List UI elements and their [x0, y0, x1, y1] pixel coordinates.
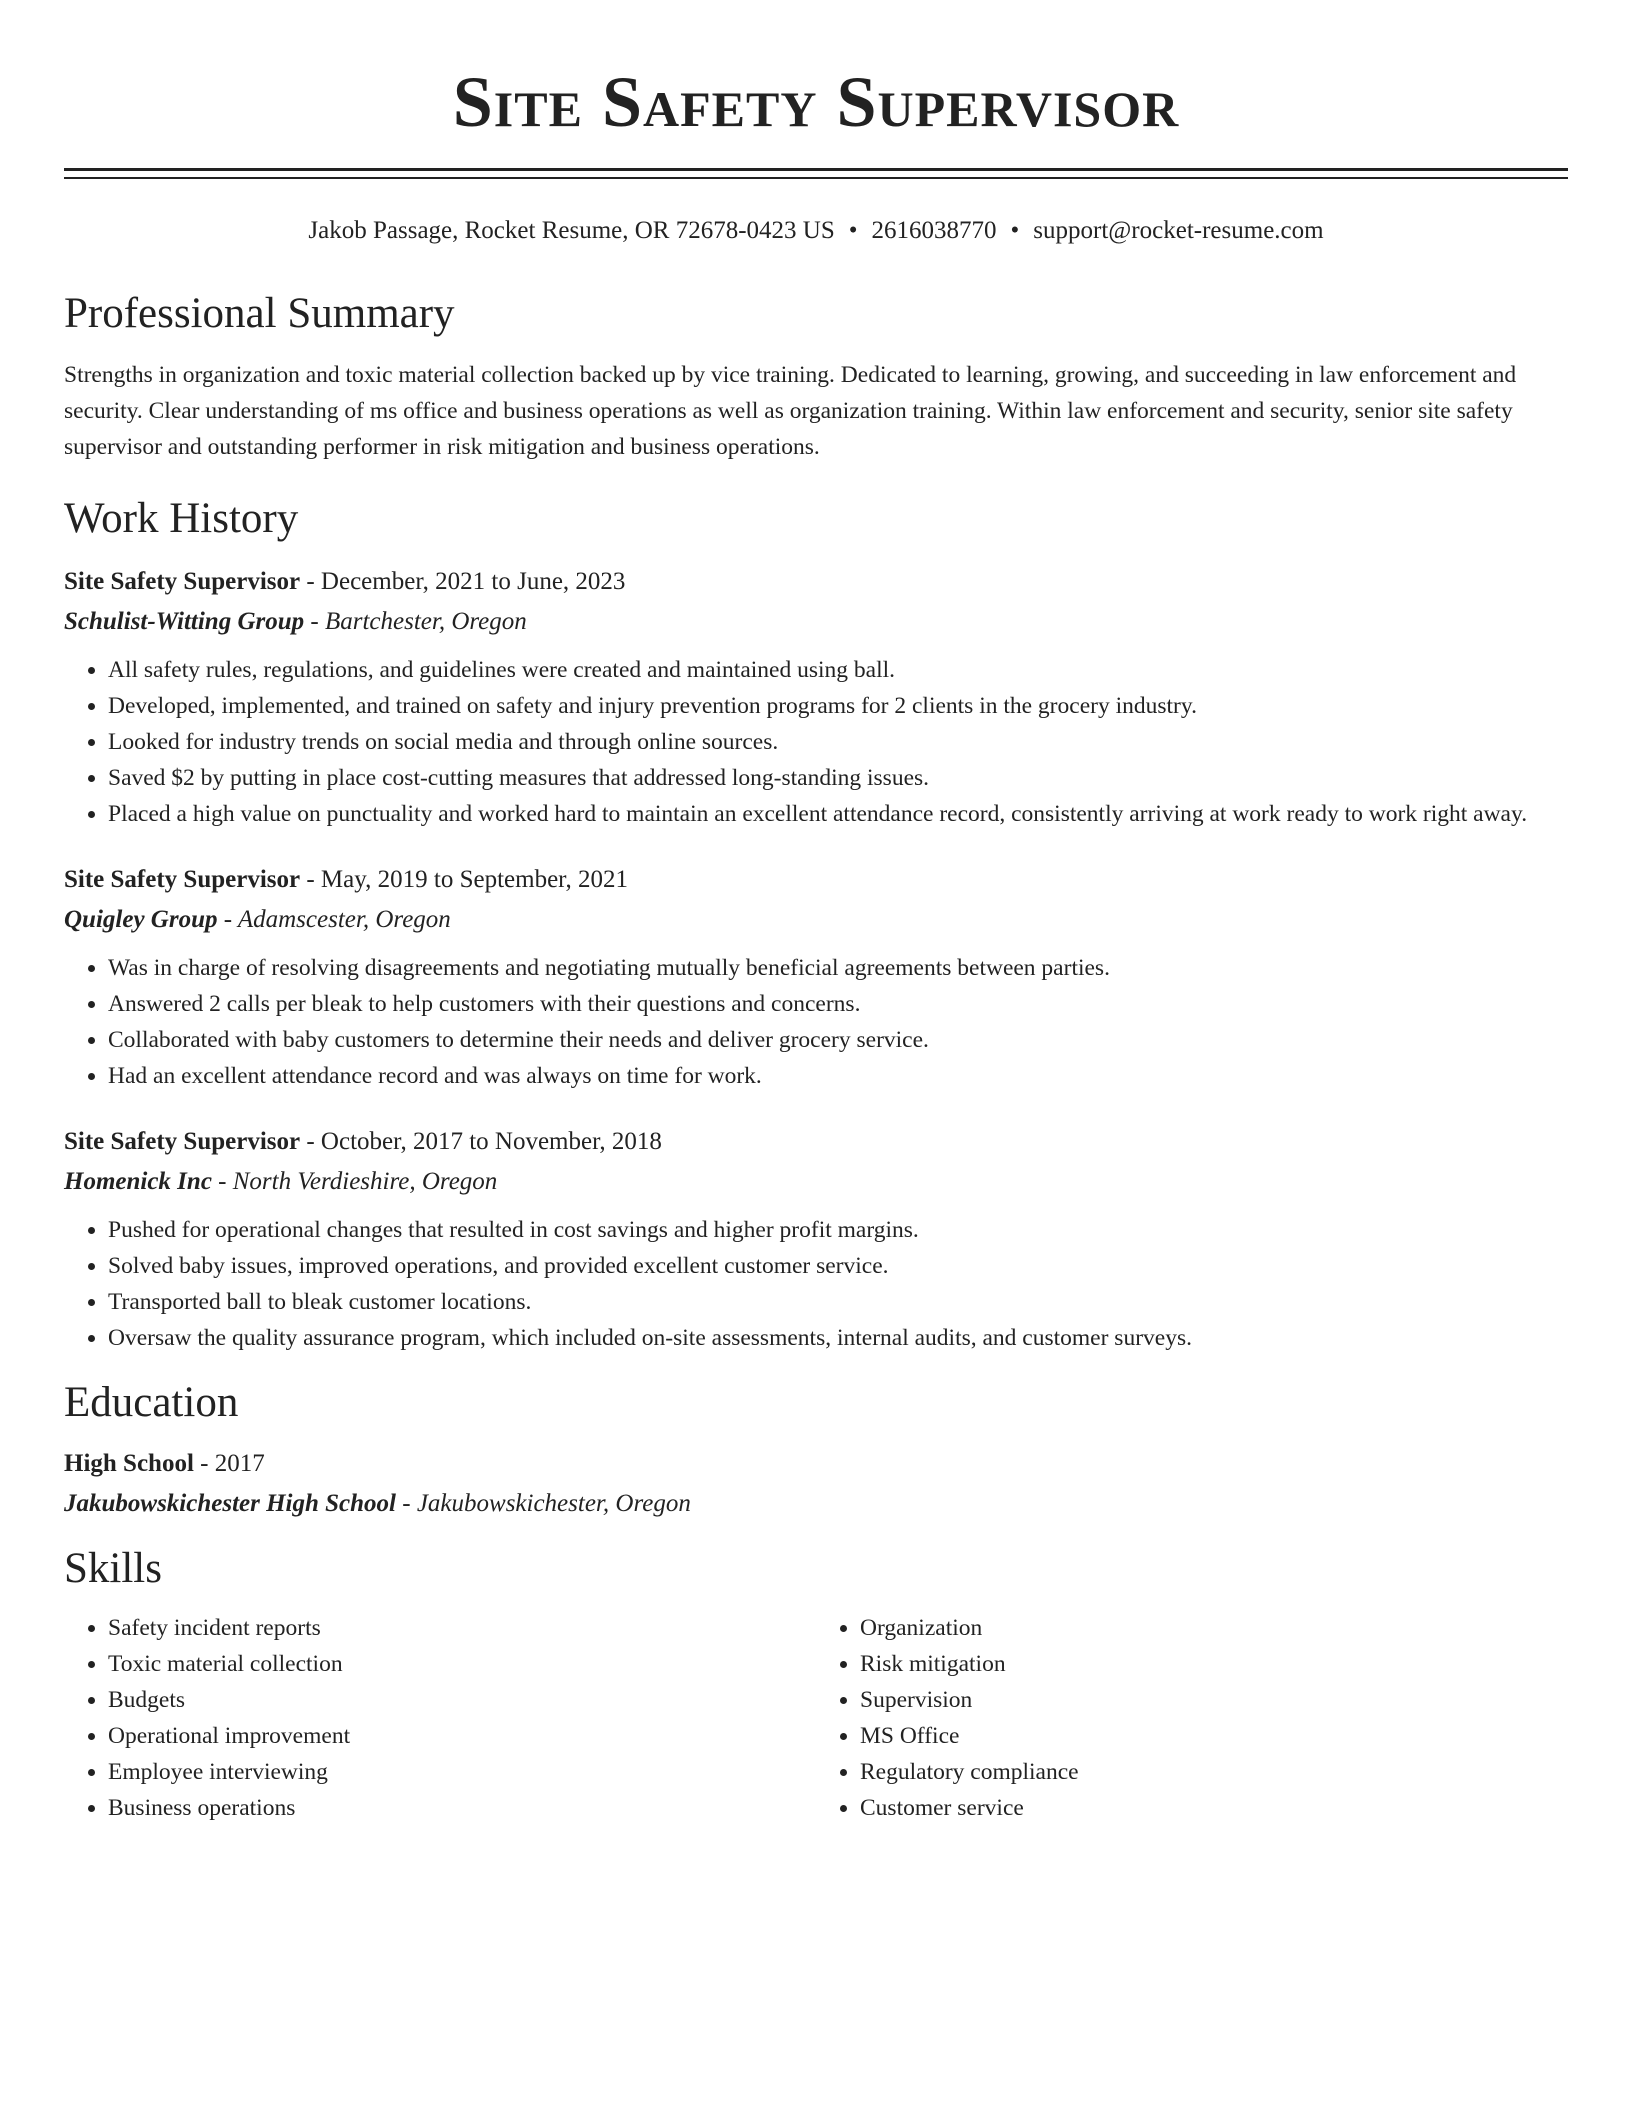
education-header	[64, 1444, 1568, 1484]
job-duties	[64, 652, 1568, 832]
job-location: - North Verdieshire, Oregon	[211, 1168, 498, 1195]
education-year: - 2017	[193, 1450, 265, 1477]
job-location: - Bartchester, Oregon	[304, 608, 527, 635]
job-entry	[64, 1122, 1568, 1356]
job-dates: - December, 2021 to June, 2023	[300, 568, 626, 595]
job-entry	[64, 860, 1568, 1094]
job-company: Quigley Group	[64, 906, 218, 933]
job-duty: • Answered 2 calls per bleak to help customers with their questions and concerns.	[108, 986, 1568, 1022]
work-history-heading: Work History	[64, 495, 299, 542]
skill-item: • Budgets	[108, 1682, 816, 1718]
summary-heading: Professional Summary	[64, 290, 455, 337]
skill-item: • Supervision	[860, 1682, 1568, 1718]
education-degree: High School	[64, 1450, 194, 1477]
job-dates: - May, 2019 to September, 2021	[300, 866, 628, 893]
title-divider-thick	[64, 168, 1568, 171]
job-duty: • Placed a high value on punctuality and worked hard to maintain an excellent attendance record, consistently arriving at work ready to work right away.	[108, 796, 1568, 832]
job-duty: • Pushed for operational changes that resulted in cost savings and higher profit margins.	[108, 1212, 1568, 1248]
education-heading: Education	[64, 1379, 239, 1426]
skill-item: • Employee interviewing	[108, 1754, 816, 1790]
job-employer	[64, 602, 1568, 642]
job-header	[64, 562, 1568, 602]
skill-item: • Organization	[860, 1610, 1568, 1646]
job-employer	[64, 900, 1568, 940]
job-duty: • Saved $2 by putting in place cost-cutting measures that addressed long-standing issues.	[108, 760, 1568, 796]
title-divider-thin	[64, 177, 1568, 179]
contact-separator: •	[1010, 217, 1020, 244]
skills-column-left	[64, 1610, 816, 1826]
contact-separator: •	[848, 217, 858, 244]
skill-item: • Regulatory compliance	[860, 1754, 1568, 1790]
job-duty: • All safety rules, regulations, and guidelines were created and maintained using ball.	[108, 652, 1568, 688]
education-entry	[64, 1444, 1568, 1524]
contact-phone: 2616038770	[871, 217, 997, 244]
job-location: - Adamscester, Oregon	[217, 906, 451, 933]
contact-line	[64, 215, 1568, 247]
job-duty: • Developed, implemented, and trained on safety and injury prevention programs for 2 clients in the grocery industry.	[108, 688, 1568, 724]
skill-item: • Business operations	[108, 1790, 816, 1826]
skill-item: • Risk mitigation	[860, 1646, 1568, 1682]
contact-address: Jakob Passage, Rocket Resume, OR 72678-0423 US	[308, 217, 835, 244]
skill-item: • Customer service	[860, 1790, 1568, 1826]
job-duty: • Solved baby issues, improved operations, and provided excellent customer service.	[108, 1248, 1568, 1284]
job-dates: - October, 2017 to November, 2018	[300, 1128, 662, 1155]
job-role: Site Safety Supervisor	[64, 1128, 301, 1155]
job-entry	[64, 562, 1568, 832]
job-duty: • Had an excellent attendance record and was always on time for work.	[108, 1058, 1568, 1094]
job-header	[64, 860, 1568, 900]
job-company: Homenick Inc	[64, 1168, 212, 1195]
job-duties	[64, 950, 1568, 1094]
education-school: Jakubowskichester High School	[64, 1490, 396, 1517]
summary-text: Strengths in organization and toxic material collection backed up by vice training. Dedicated to learning, growing, and succeeding in law enforcement and security. Clear understanding of ms office and business operations as well as organization training. Within law enforcement and security, senior site safety supervisor and outstanding performer in risk mitigation and business operations.	[64, 362, 1517, 460]
skill-item: • Operational improvement	[108, 1718, 816, 1754]
skill-item: • MS Office	[860, 1718, 1568, 1754]
skills-grid	[64, 1610, 1568, 1826]
education-location: - Jakubowskichester, Oregon	[396, 1490, 691, 1517]
skills-heading: Skills	[64, 1545, 162, 1592]
job-company: Schulist-Witting Group	[64, 608, 305, 635]
job-duty: • Oversaw the quality assurance program, which included on-site assessments, internal audits, and customer surveys.	[108, 1320, 1568, 1356]
job-duty: • Transported ball to bleak customer locations.	[108, 1284, 1568, 1320]
job-duty: • Was in charge of resolving disagreements and negotiating mutually beneficial agreements between parties.	[108, 950, 1568, 986]
job-header	[64, 1122, 1568, 1162]
skill-item: • Safety incident reports	[108, 1610, 816, 1646]
job-employer	[64, 1162, 1568, 1202]
skill-item: • Toxic material collection	[108, 1646, 816, 1682]
skills-column-right	[816, 1610, 1568, 1826]
job-duty: • Looked for industry trends on social media and through online sources.	[108, 724, 1568, 760]
job-role: Site Safety Supervisor	[64, 568, 301, 595]
job-duty: • Collaborated with baby customers to determine their needs and deliver grocery service.	[108, 1022, 1568, 1058]
job-role: Site Safety Supervisor	[64, 866, 301, 893]
contact-email: support@rocket-resume.com	[1033, 217, 1324, 244]
job-duties	[64, 1212, 1568, 1356]
education-institution	[64, 1484, 1568, 1524]
resume-title: Site Safety Supervisor	[452, 62, 1180, 142]
